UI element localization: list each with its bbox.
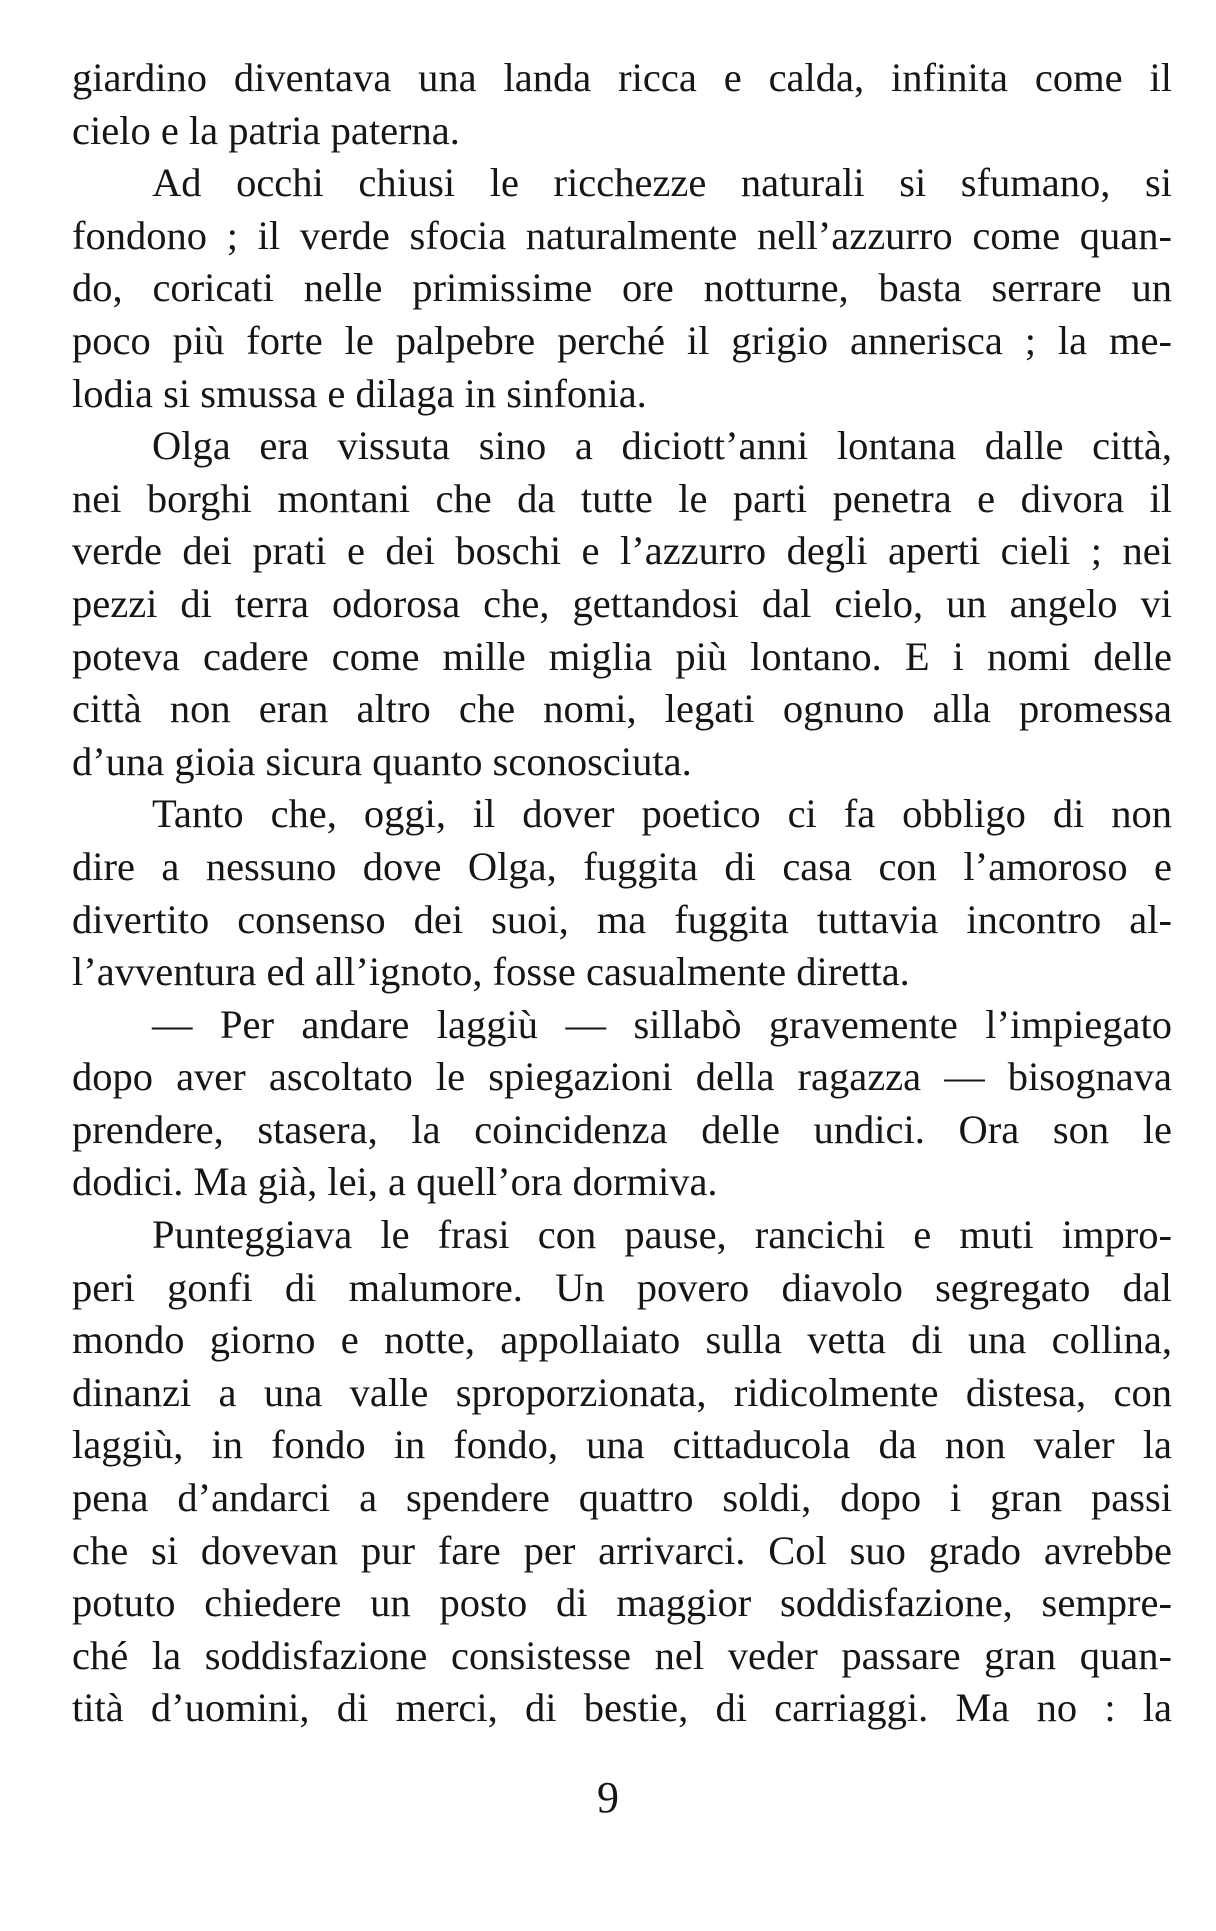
text-line: laggiù, in fondo in fondo, una cittaducola da non valer la — [72, 1422, 1172, 1468]
text-line: Ad occhi chiusi le ricchezze naturali si sfumano, si — [152, 160, 1172, 206]
text-line: giardino diventava una landa ricca e calda, infinita come il — [72, 55, 1172, 100]
text-line: ché la soddisfazione consistesse nel veder passare gran quan- — [72, 1632, 1172, 1678]
text-line: città non eran altro che nomi, legati ognuno alla promessa — [72, 686, 1172, 732]
text-line: pezzi di terra odorosa che, gettandosi dal cielo, un angelo vi — [72, 580, 1172, 626]
text-line: divertito consenso dei suoi, ma fuggita tuttavia incontro al- — [72, 896, 1172, 942]
text-line: poco più forte le palpebre perché il grigio annerisca ; la me- — [72, 317, 1172, 363]
paragraph-2 — [72, 157, 1172, 420]
text-line: dopo aver ascoltato le spiegazioni della ragazza — bisognava — [72, 1054, 1172, 1100]
text-line: fondono ; il verde sfocia naturalmente nell’azzurro come quan- — [72, 212, 1172, 258]
text-line: nei borghi montani che da tutte le parti penetra e divora il — [72, 475, 1172, 521]
paragraph-3 — [72, 420, 1172, 788]
text-line: lodia si smussa e dilaga in sinfonia. — [72, 370, 647, 416]
text-line: poteva cadere come mille miglia più lontano. E i nomi delle — [72, 633, 1172, 679]
text-line: — Per andare laggiù — sillabò gravemente l’impiegato — [152, 1001, 1172, 1047]
paragraph-4 — [72, 788, 1172, 998]
paragraph-1 — [72, 52, 1172, 157]
text-line: mondo giorno e notte, appollaiato sulla vetta di una collina, — [72, 1317, 1172, 1363]
text-line: potuto chiedere un posto di maggior soddisfazione, sempre- — [72, 1580, 1172, 1626]
text-line: d’una gioia sicura quanto sconosciuta. — [72, 738, 692, 784]
text-line: cielo e la patria paterna. — [72, 107, 460, 153]
paragraph-6 — [72, 1209, 1172, 1735]
paragraph-5 — [72, 999, 1172, 1209]
text-line: prendere, stasera, la coincidenza delle undici. Ora son le — [72, 1106, 1172, 1152]
text-line: dire a nessuno dove Olga, fuggita di casa con l’amoroso e — [72, 843, 1172, 889]
text-line: Olga era vissuta sino a diciott’anni lontana dalle città, — [152, 423, 1172, 469]
text-line: dinanzi a una valle sproporzionata, ridicolmente distesa, con — [72, 1369, 1172, 1415]
page-body — [72, 52, 1172, 1735]
text-line: pena d’andarci a spendere quattro soldi, dopo i gran passi — [72, 1475, 1172, 1521]
text-line: Punteggiava le frasi con pause, rancichi e muti impro- — [152, 1212, 1172, 1258]
text-line: verde dei prati e dei boschi e l’azzurro degli aperti cieli ; nei — [72, 528, 1172, 574]
text-line: dodici. Ma già, lei, a quell’ora dormiva. — [72, 1159, 718, 1205]
text-line: che si dovevan pur fare per arrivarci. Col suo grado avrebbe — [72, 1527, 1172, 1573]
text-line: do, coricati nelle primissime ore notturne, basta serrare un — [72, 265, 1172, 311]
text-line: peri gonfi di malumore. Un povero diavolo segregato dal — [72, 1264, 1172, 1310]
page-number: 9 — [597, 1773, 619, 1822]
text-line: tità d’uomini, di merci, di bestie, di carriaggi. Ma no : la — [72, 1685, 1172, 1731]
text-line: Tanto che, oggi, il dover poetico ci fa obbligo di non — [152, 791, 1172, 837]
text-line: l’avventura ed all’ignoto, fosse casualmente diretta. — [72, 949, 910, 995]
